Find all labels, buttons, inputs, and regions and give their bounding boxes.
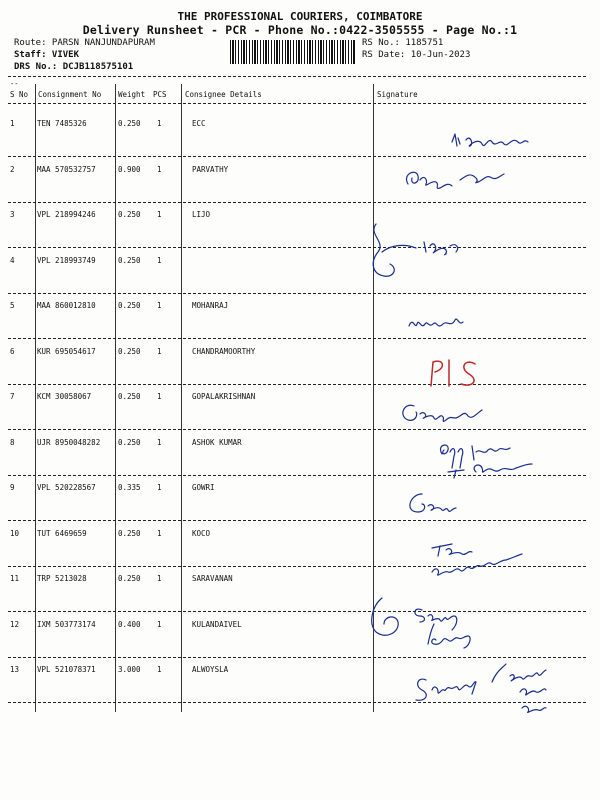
row-weight: 3.000 xyxy=(118,665,141,674)
route-label: Route: PARSN NANJUNDAPURAM xyxy=(14,38,155,48)
row-consignee: MOHANRAJ xyxy=(192,301,229,310)
col-consignee: Consignee Details xyxy=(185,90,262,99)
header-divider xyxy=(8,76,586,77)
signature-2 xyxy=(400,160,530,200)
row-consignment: MAA 570532757 xyxy=(37,164,96,174)
row-consignee: CHANDRAMOORTHY xyxy=(192,346,256,356)
row-consignee: ECC xyxy=(192,119,206,128)
row-sno: 3 xyxy=(10,210,15,219)
row-weight: 0.335 xyxy=(118,483,141,492)
row-divider xyxy=(8,611,586,612)
row-pcs: 1 xyxy=(157,528,162,538)
row-pcs: 1 xyxy=(157,483,162,492)
col-line xyxy=(181,84,182,712)
row-pcs: 1 xyxy=(157,210,162,219)
header-marks: -- xyxy=(10,80,19,88)
row-consignment: VPL 218994246 xyxy=(37,210,96,219)
row-sno: 13 xyxy=(10,665,20,674)
row-weight: 0.400 xyxy=(118,619,141,629)
signature-1 xyxy=(448,128,558,152)
row-sno: 6 xyxy=(10,346,15,356)
row-consignee: GOWRI xyxy=(192,483,215,492)
row-sno: 9 xyxy=(10,483,15,492)
row-sno: 10 xyxy=(10,528,20,538)
signature-5 xyxy=(425,356,485,390)
row-consignee: LIJO xyxy=(192,210,211,219)
row-consignment: UJR 8950048282 xyxy=(37,437,101,447)
col-signature: Signature xyxy=(377,90,418,99)
rs-date: RS Date: 10-Jun-2023 xyxy=(362,50,471,60)
col-pcs: PCS xyxy=(153,90,167,99)
column-divider xyxy=(8,103,586,104)
row-weight: 0.250 xyxy=(118,301,141,310)
signature-9 xyxy=(426,540,556,580)
row-sno: 4 xyxy=(10,255,15,265)
row-divider xyxy=(8,520,586,521)
row-consignee: GOPALAKRISHNAN xyxy=(192,392,256,401)
drs-number: DRS No.: DCJB118575101 xyxy=(14,62,134,72)
signature-8 xyxy=(404,488,464,520)
row-consignee: ASHOK KUMAR xyxy=(192,437,242,447)
row-pcs: 1 xyxy=(157,119,162,128)
company-title: THE PROFESSIONAL COURIERS, COIMBATORE xyxy=(177,10,423,23)
row-pcs: 1 xyxy=(157,164,162,174)
signature-10 xyxy=(366,594,496,660)
row-divider xyxy=(8,657,586,658)
col-line xyxy=(115,84,116,712)
row-weight: 0.250 xyxy=(118,346,141,356)
row-pcs: 1 xyxy=(157,619,162,629)
row-weight: 0.250 xyxy=(118,574,141,583)
row-consignee: SARAVANAN xyxy=(192,574,233,583)
signature-6 xyxy=(396,396,506,426)
signature-3 xyxy=(362,218,482,288)
rs-number: RS No.: 1185751 xyxy=(362,38,444,48)
row-consignment: TRP 5213028 xyxy=(37,574,87,583)
row-pcs: 1 xyxy=(157,665,162,674)
staff-label: Staff: VIVEK xyxy=(14,50,80,60)
row-divider xyxy=(8,156,586,157)
row-sno: 12 xyxy=(10,619,20,629)
row-consignee: PARVATHY xyxy=(192,164,229,174)
row-sno: 1 xyxy=(10,119,15,128)
row-consignment: TEN 7485326 xyxy=(37,119,87,128)
row-consignment: VPL 521078371 xyxy=(37,665,96,674)
row-pcs: 1 xyxy=(157,255,162,265)
row-sno: 7 xyxy=(10,392,15,401)
signature-4 xyxy=(405,306,475,336)
row-sno: 8 xyxy=(10,437,15,447)
row-weight: 0.250 xyxy=(118,392,141,401)
row-consignment: KCM 30058067 xyxy=(37,392,92,401)
row-divider xyxy=(8,202,586,203)
row-sno: 11 xyxy=(10,574,20,583)
barcode xyxy=(230,40,356,64)
col-consignment: Consignment No xyxy=(38,90,102,99)
row-consignment: MAA 860012810 xyxy=(37,301,96,310)
row-weight: 0.900 xyxy=(118,164,141,174)
row-consignee: KOCO xyxy=(192,528,211,538)
row-consignee: ALWOYSLA xyxy=(192,665,229,674)
signature-7 xyxy=(436,432,581,482)
row-weight: 0.250 xyxy=(118,528,141,538)
row-divider xyxy=(8,338,586,339)
row-consignment: KUR 695054617 xyxy=(37,346,96,356)
row-consignment: TUT 6469659 xyxy=(37,528,87,538)
col-sno: S No xyxy=(10,90,29,99)
row-pcs: 1 xyxy=(157,346,162,356)
row-consignment: VPL 218993749 xyxy=(37,255,96,265)
row-divider xyxy=(8,429,586,430)
signature-11 xyxy=(412,662,572,720)
runsheet-subtitle: Delivery Runsheet - PCR - Phone No.:0422-3505555 - Page No.:1 xyxy=(82,23,518,37)
col-line xyxy=(35,84,36,712)
row-consignment: IXM 503773174 xyxy=(37,619,96,629)
row-sno: 5 xyxy=(10,301,15,310)
row-sno: 2 xyxy=(10,164,15,174)
row-pcs: 1 xyxy=(157,574,162,583)
row-weight: 0.250 xyxy=(118,255,141,265)
row-consignee: KULANDAIVEL xyxy=(192,619,242,629)
row-weight: 0.250 xyxy=(118,119,141,128)
row-divider xyxy=(8,247,586,248)
row-divider xyxy=(8,384,586,385)
row-pcs: 1 xyxy=(157,301,162,310)
row-consignment: VPL 520228567 xyxy=(37,483,96,492)
row-divider xyxy=(8,293,586,294)
row-weight: 0.250 xyxy=(118,437,141,447)
row-pcs: 1 xyxy=(157,392,162,401)
row-pcs: 1 xyxy=(157,437,162,447)
col-weight: Weight xyxy=(118,90,146,99)
row-weight: 0.250 xyxy=(118,210,141,219)
